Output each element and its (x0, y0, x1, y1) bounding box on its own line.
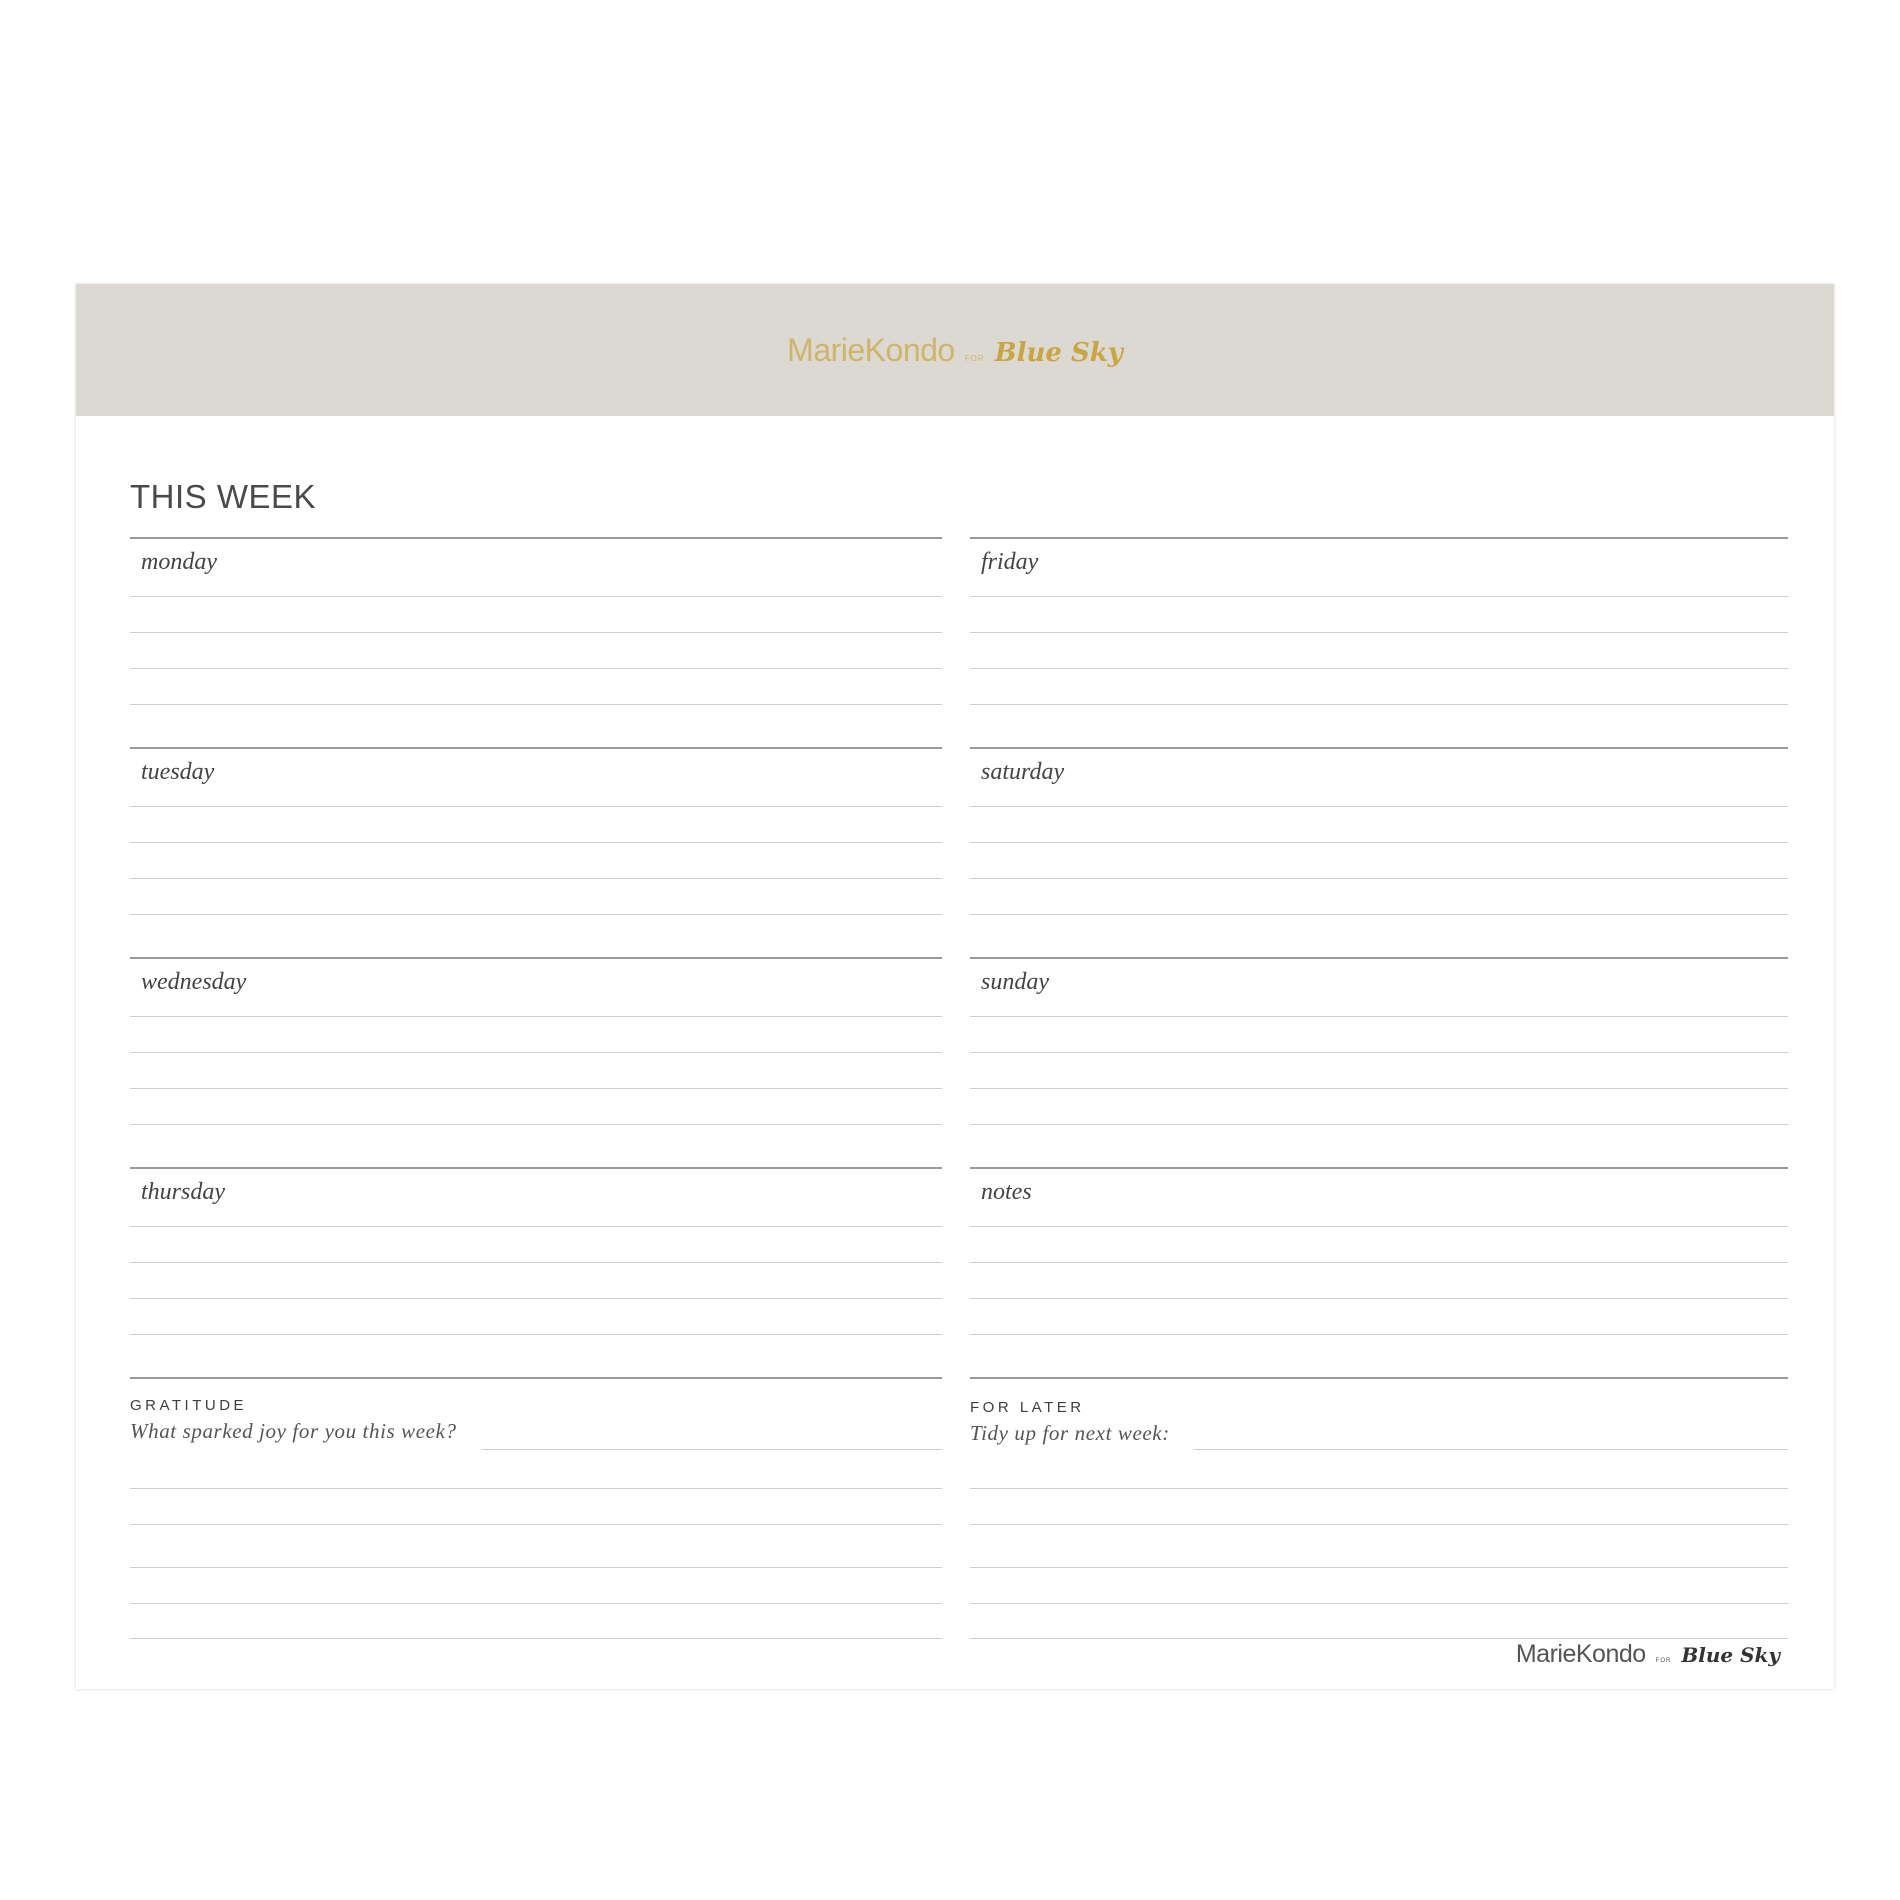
writing-line[interactable] (970, 1088, 1788, 1089)
writing-line[interactable] (130, 704, 942, 705)
day-label-monday: monday (141, 549, 217, 575)
section-rule (970, 537, 1788, 539)
writing-line[interactable] (970, 704, 1788, 705)
gratitude-heading: GRATITUDE (130, 1397, 248, 1414)
header-band (76, 284, 1834, 416)
gratitude-prompt: What sparked joy for you this week? (130, 1419, 457, 1443)
section-rule (130, 957, 942, 959)
prompt-answer-line[interactable] (1194, 1449, 1788, 1450)
day-label-wednesday: wednesday (141, 969, 247, 995)
day-block-sunday (970, 957, 1788, 1167)
writing-line[interactable] (970, 1016, 1788, 1017)
writing-line[interactable] (970, 632, 1788, 633)
writing-line[interactable] (130, 1524, 942, 1525)
writing-line[interactable] (130, 668, 942, 669)
for-later-block (970, 1377, 1788, 1639)
writing-line[interactable] (130, 1298, 942, 1299)
writing-line[interactable] (130, 806, 942, 807)
day-label-sunday: sunday (981, 969, 1049, 995)
footer-logo (1516, 1640, 1780, 1669)
writing-line[interactable] (970, 914, 1788, 915)
notes-block (970, 1167, 1788, 1377)
section-rule (970, 747, 1788, 749)
day-label-saturday: saturday (981, 759, 1065, 785)
for-later-prompt: Tidy up for next week: (970, 1421, 1170, 1445)
day-block-tuesday (130, 747, 942, 957)
header-brand-partner: Blue Sky (994, 337, 1123, 368)
day-label-thursday: thursday (141, 1179, 225, 1205)
writing-line[interactable] (970, 1226, 1788, 1227)
section-rule (130, 537, 942, 539)
section-rule (130, 1377, 942, 1379)
writing-line[interactable] (130, 842, 942, 843)
day-block-wednesday (130, 957, 942, 1167)
writing-line[interactable] (970, 878, 1788, 879)
writing-line[interactable] (130, 914, 942, 915)
day-label-tuesday: tuesday (141, 759, 215, 785)
header-logo (787, 332, 1123, 369)
page-title: THIS WEEK (130, 478, 317, 515)
writing-line[interactable] (130, 632, 942, 633)
writing-line[interactable] (130, 878, 942, 879)
writing-line[interactable] (130, 1638, 942, 1639)
gratitude-block (130, 1377, 942, 1639)
section-rule (130, 747, 942, 749)
for-later-heading: FOR LATER (970, 1399, 1085, 1416)
day-label-friday: friday (981, 549, 1039, 575)
writing-line[interactable] (130, 1016, 942, 1017)
footer-brand-partner: Blue Sky (1681, 1643, 1780, 1667)
writing-line[interactable] (970, 1262, 1788, 1263)
day-block-monday (130, 537, 942, 747)
writing-line[interactable] (970, 1124, 1788, 1125)
writing-line[interactable] (970, 842, 1788, 843)
writing-line[interactable] (130, 1124, 942, 1125)
writing-line[interactable] (130, 596, 942, 597)
writing-line[interactable] (970, 1488, 1788, 1489)
writing-line[interactable] (970, 806, 1788, 807)
section-rule (970, 1167, 1788, 1169)
footer-brand-for: FOR (1655, 1658, 1672, 1664)
writing-line[interactable] (130, 1226, 942, 1227)
writing-line[interactable] (130, 1603, 942, 1604)
day-block-saturday (970, 747, 1788, 957)
day-block-friday (970, 537, 1788, 747)
writing-line[interactable] (970, 1638, 1788, 1639)
prompt-answer-line[interactable] (482, 1449, 942, 1450)
writing-line[interactable] (970, 1052, 1788, 1053)
writing-line[interactable] (130, 1262, 942, 1263)
writing-line[interactable] (970, 1524, 1788, 1525)
writing-line[interactable] (970, 1298, 1788, 1299)
section-rule (970, 957, 1788, 959)
writing-line[interactable] (130, 1488, 942, 1489)
planner-sheet (76, 284, 1834, 1689)
writing-line[interactable] (970, 596, 1788, 597)
writing-line[interactable] (130, 1567, 942, 1568)
writing-line[interactable] (970, 668, 1788, 669)
writing-line[interactable] (130, 1334, 942, 1335)
section-rule (130, 1167, 942, 1169)
writing-line[interactable] (970, 1334, 1788, 1335)
section-rule (970, 1377, 1788, 1379)
header-brand-name: MarieKondo (787, 331, 955, 368)
writing-line[interactable] (130, 1052, 942, 1053)
writing-line[interactable] (970, 1567, 1788, 1568)
footer-brand-name: MarieKondo (1515, 1640, 1646, 1668)
day-block-thursday (130, 1167, 942, 1377)
writing-line[interactable] (970, 1603, 1788, 1604)
notes-label: notes (981, 1179, 1032, 1205)
header-brand-for: FOR (964, 353, 985, 363)
writing-line[interactable] (130, 1088, 942, 1089)
